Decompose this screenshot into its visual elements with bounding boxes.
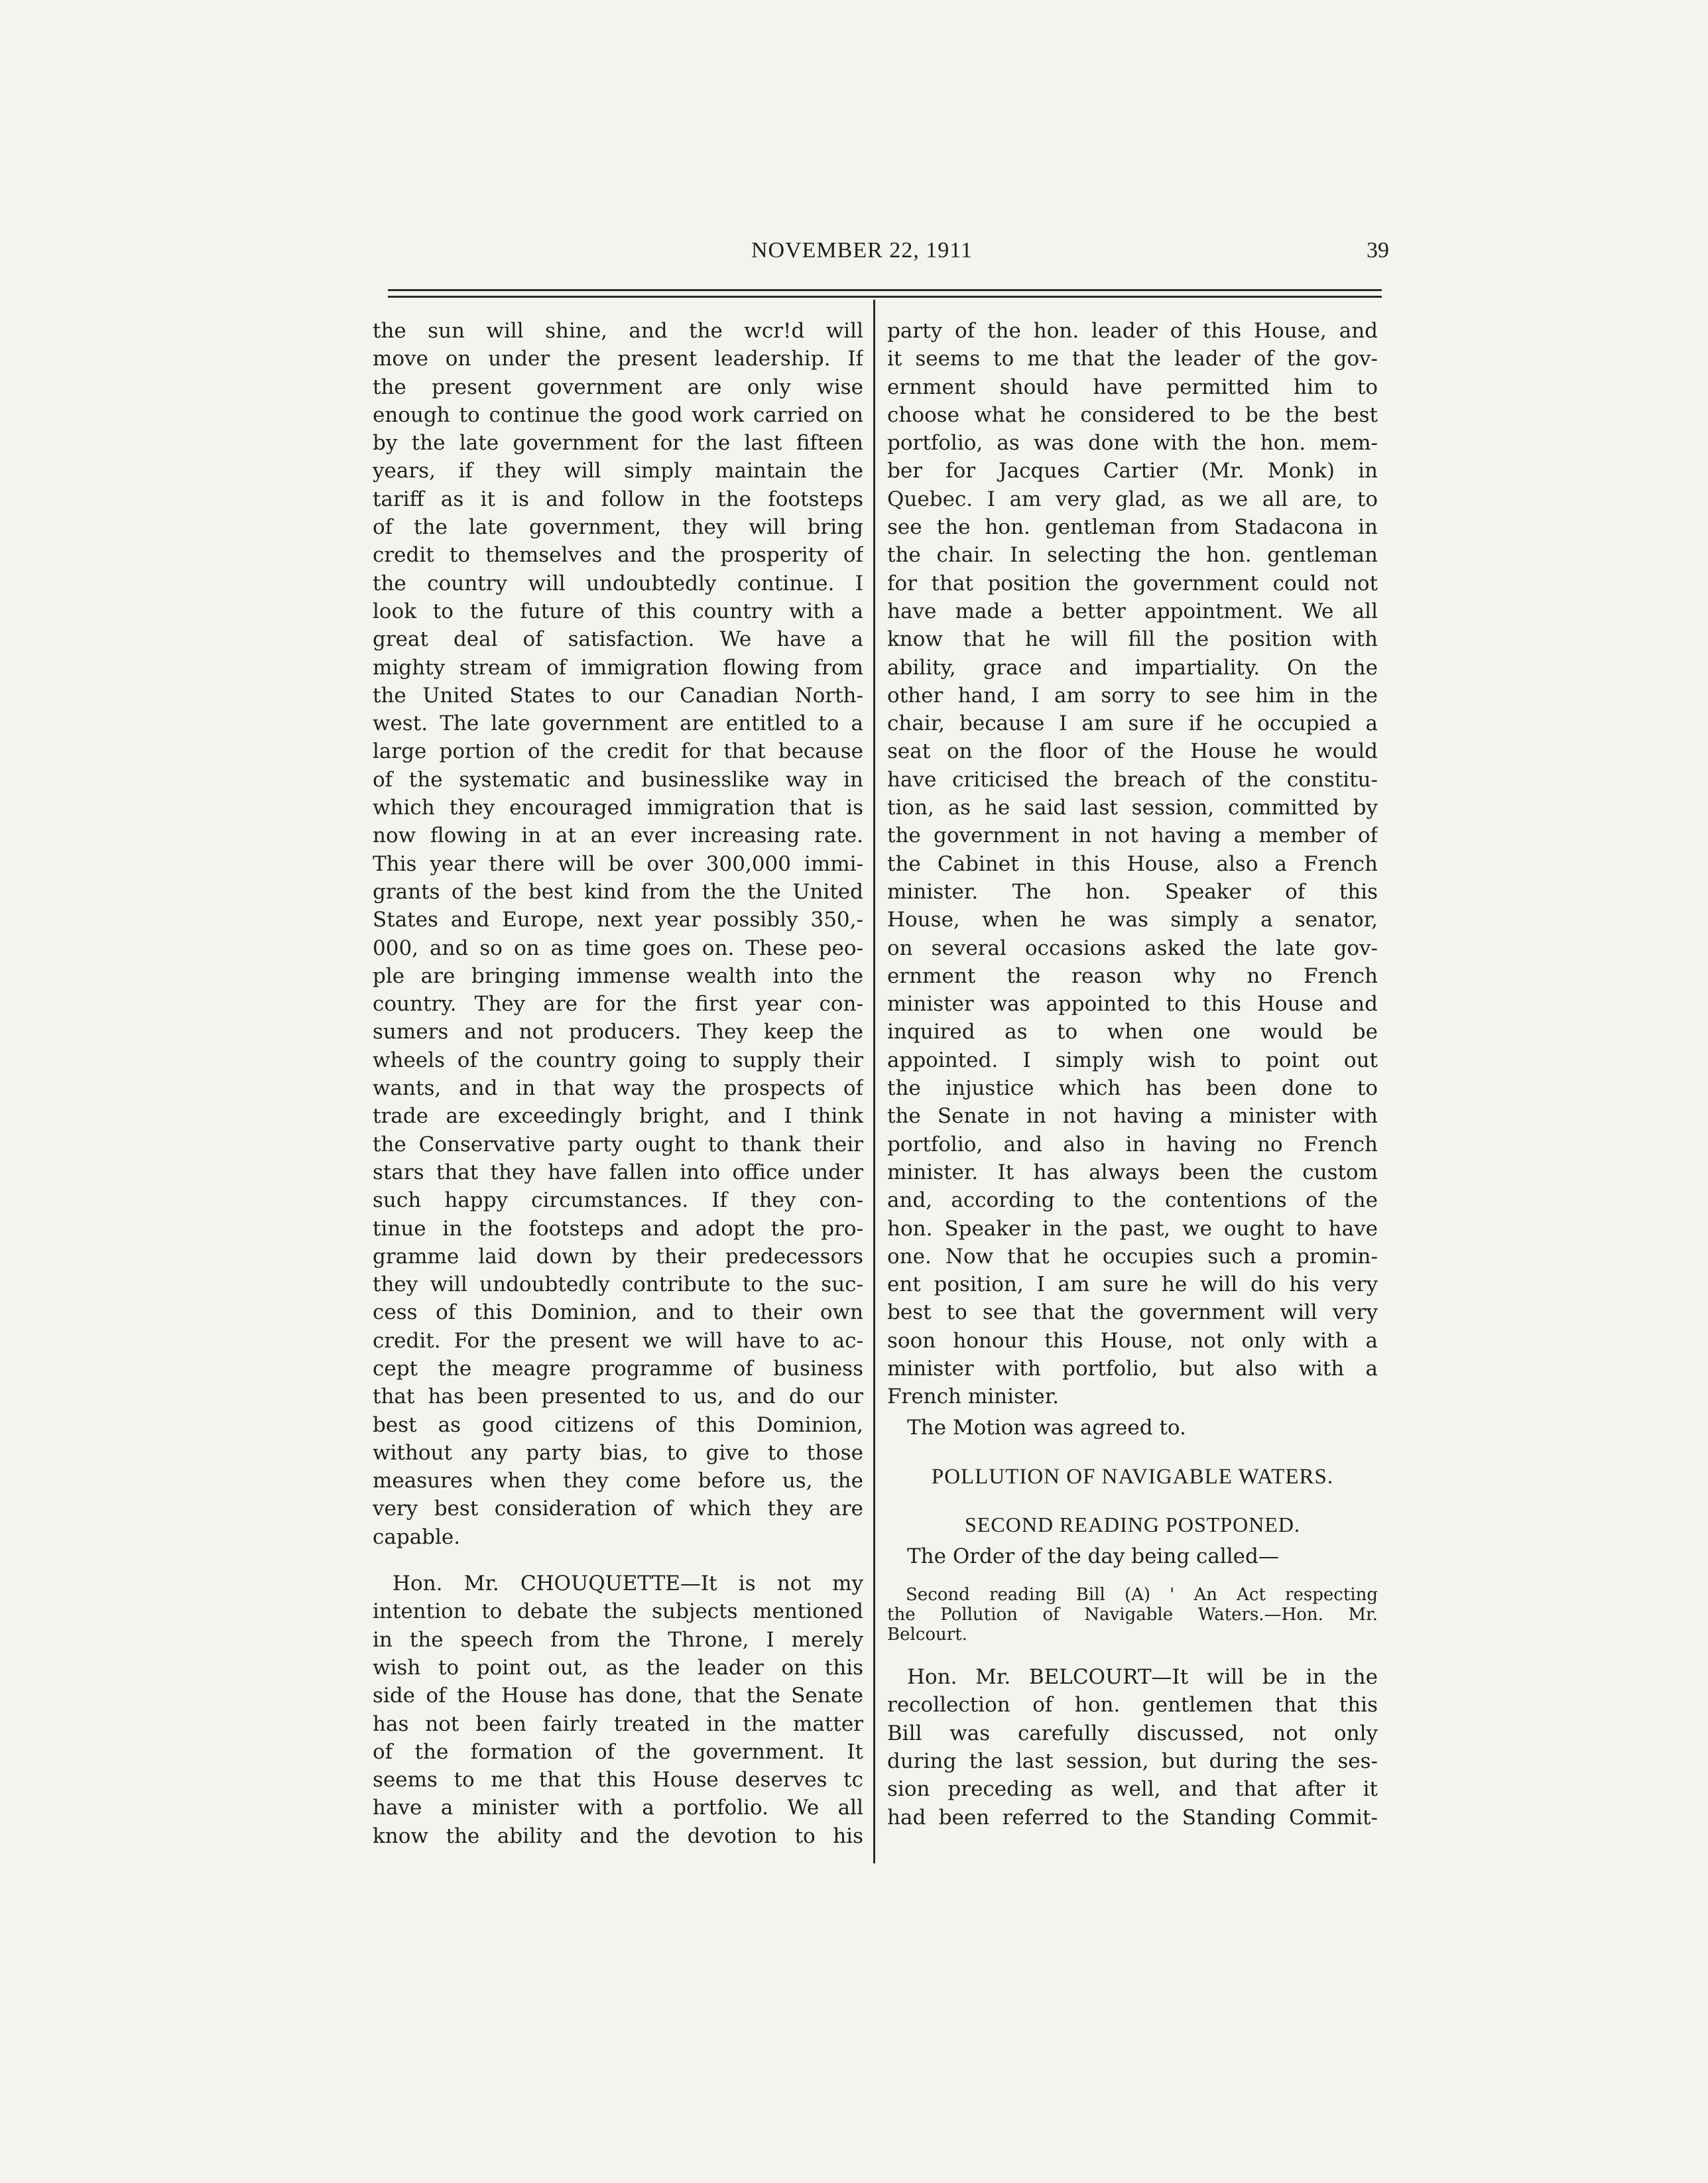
text-line: Bill was carefully discussed, not only [887,1721,1378,1745]
right-column [887,317,1378,1832]
text-line: minister. It has always been the custom [887,1160,1378,1184]
text-line: move on under the present leadership. If [373,347,863,371]
text-line: the injustice which has been done to [887,1076,1378,1101]
text-line: ernment the reason why no French [887,964,1378,988]
text-line: tion, as he said last session, committed by [887,796,1378,820]
text-line: wheels of the country going to supply their [373,1048,863,1072]
text-line: know the ability and the devotion to his [373,1824,863,1848]
text-line: wants, and in that way the prospects of [373,1076,863,1101]
text-line: other hand, I am sorry to see him in the [887,683,1378,708]
text-line: west. The late government are entitled to a [373,712,863,736]
text-line: the country will undoubtedly continue. I [373,571,863,595]
text-line: the present government are only wise [373,375,863,399]
text-line: best as good citizens of this Dominion, [373,1412,863,1437]
text-line: years, if they will simply maintain the [373,459,863,483]
text-line: on several occasions asked the late gov- [887,936,1378,960]
text-line: choose what he considered to be the best [887,403,1378,427]
text-line: inquired as to when one would be [887,1020,1378,1044]
text-line: the Cabinet in this House, also a French [887,851,1378,876]
text-line: gramme laid down by their predecessors [373,1244,863,1269]
text-line: cess of this Dominion, and to their own [373,1300,863,1325]
small-text-line: Belcourt. [887,1625,967,1645]
text-line: intention to debate the subjects mentioned [373,1599,863,1624]
small-text-line: Second reading Bill (A) ' An Act respecting [906,1585,1378,1605]
text-line: side of the House has done, that the Senate [373,1684,863,1708]
order-of-day-line: The Order of the day being called— [907,1544,1279,1568]
text-line: minister. The hon. Speaker of this [887,879,1378,904]
text-line: know that he will fill the position with [887,627,1378,652]
text-line: they will undoubtedly contribute to the suc- [373,1273,863,1297]
text-line: Quebec. I am very glad, as we all are, to [887,487,1378,511]
text-line: have a minister with a portfolio. We all [373,1796,863,1820]
text-line: country. They are for the first year con- [373,992,863,1017]
text-line: States and Europe, next year possibly 350,- [373,908,863,932]
text-line: party of the hon. leader of this House, and [887,319,1378,343]
text-line: for that position the government could not [887,571,1378,595]
section-title: POLLUTION OF NAVIGABLE WATERS. [931,1464,1334,1489]
paragraph-belcourt [887,1663,1378,1832]
text-line: in the speech from the Throne, I merely [373,1627,863,1652]
paragraph-continuation [373,317,863,1551]
text-line: tariff as it is and follow in the footsteps [373,487,863,511]
text-line: of the formation of the government. It [373,1739,863,1764]
text-line: 000, and so on as time goes on. These peo- [373,936,863,960]
text-line: sion preceding as well, and that after it [887,1777,1378,1802]
text-line: cept the meagre programme of business [373,1356,863,1381]
text-line: very best consideration of which they are [373,1497,863,1521]
header-rule-bottom [388,296,1382,298]
text-line: of the late government, they will bring [373,515,863,540]
text-line: during the last session, but during the ses- [887,1749,1378,1774]
paragraph-chouquette [373,1570,863,1850]
text-line: it seems to me that the leader of the gov- [887,347,1378,371]
text-line: have made a better appointment. We all [887,599,1378,623]
text-line: French minister. [887,1385,1059,1409]
text-line: minister was appointed to this House and [887,992,1378,1017]
text-line: have criticised the breach of the constitu- [887,767,1378,792]
section-gap [887,1570,1378,1585]
text-line: great deal of satisfaction. We have a [373,627,863,652]
text-line: ability, grace and impartiality. On the [887,655,1378,680]
text-line: wish to point out, as the leader on this [373,1655,863,1680]
text-line: sumers and not producers. They keep the [373,1020,863,1044]
text-line: trade are exceedingly bright, and I think [373,1104,863,1129]
text-line: soon honour this House, not only with a [887,1328,1378,1353]
text-line: which they encouraged immigration that is [373,796,863,820]
text-line: credit. For the present we will have to ac- [373,1328,863,1353]
section-gap [887,1442,1378,1460]
motion-agreed-line: The Motion was agreed to. [907,1415,1186,1440]
text-line: of the systematic and businesslike way in [373,767,863,792]
text-line: ernment should have permitted him to [887,375,1378,399]
header-rule-top [388,289,1382,291]
text-line: now flowing in at an ever increasing rate. [373,824,863,848]
text-line: see the hon. gentleman from Stadacona in [887,515,1378,540]
small-text-line: the Pollution of Navigable Waters.—Hon. Mr. [887,1605,1378,1625]
section-gap [887,1493,1378,1508]
page-number: 39 [1367,238,1389,263]
text-line: grants of the best kind from the the United [373,879,863,904]
text-line: Hon. Mr. CHOUQUETTE—It is not my [393,1572,863,1596]
text-line: hon. Speaker in the past, we ought to have [887,1216,1378,1241]
text-line: best to see that the government will very [887,1300,1378,1325]
text-line: tinue in the footsteps and adopt the pro- [373,1216,863,1241]
text-line: stars that they have fallen into office under [373,1160,863,1184]
text-line: Hon. Mr. BELCOURT—It will be in the [907,1665,1378,1690]
text-line: portfolio, as was done with the hon. mem- [887,431,1378,456]
text-line: ent position, I am sure he will do his very [887,1273,1378,1297]
sub-title: SECOND READING POSTPONED. [965,1512,1300,1536]
text-line: House, when he was simply a senator, [887,908,1378,932]
text-line: look to the future of this country with a [373,599,863,623]
text-line: appointed. I simply wish to point out [887,1048,1378,1072]
text-line: minister with portfolio, but also with a [887,1356,1378,1381]
text-line: by the late government for the last fifteen [373,431,863,456]
text-line: measures when they come before us, the [373,1469,863,1493]
text-line: recollection of hon. gentlemen that this [887,1693,1378,1717]
text-line: that has been presented to us, and do our [373,1385,863,1409]
text-line: seems to me that this House deserves tc [373,1768,863,1792]
text-line: without any party bias, to give to those [373,1440,863,1465]
text-line: the government in not having a member of [887,824,1378,848]
bill-note [887,1585,1378,1645]
text-line: mighty stream of immigration flowing from [373,655,863,680]
text-line: ber for Jacques Cartier (Mr. Monk) in [887,459,1378,483]
page-header-date: NOVEMBER 22, 1911 [751,238,973,263]
text-line: the chair. In selecting the hon. gentleman [887,543,1378,568]
text-line: one. Now that he occupies such a promin- [887,1244,1378,1269]
paragraph-chouquette-continued [887,317,1378,1411]
text-line: credit to themselves and the prosperity of [373,543,863,568]
text-line: ple are bringing immense wealth into the [373,964,863,988]
text-line: large portion of the credit for that because [373,739,863,764]
left-column [373,317,863,1850]
paragraph-gap [887,1645,1378,1663]
text-line: capable. [373,1525,461,1549]
text-line: seat on the floor of the House he would [887,739,1378,764]
text-line: chair, because I am sure if he occupied a [887,712,1378,736]
text-line: portfolio, and also in having no French [887,1132,1378,1156]
text-line: the Senate in not having a minister with [887,1104,1378,1129]
column-divider [873,300,875,1863]
text-line: This year there will be over 300,000 immi- [373,851,863,876]
text-line: has not been fairly treated in the matter [373,1712,863,1736]
paragraph-gap [373,1551,863,1570]
text-line: the sun will shine, and the wcr!d will [373,319,863,343]
text-line: enough to continue the good work carried on [373,403,863,427]
text-line: the Conservative party ought to thank their [373,1132,863,1156]
text-line: had been referred to the Standing Commit- [887,1805,1378,1830]
text-line: the United States to our Canadian North- [373,683,863,708]
text-line: and, according to the contentions of the [887,1188,1378,1213]
text-line: such happy circumstances. If they con- [373,1188,863,1213]
